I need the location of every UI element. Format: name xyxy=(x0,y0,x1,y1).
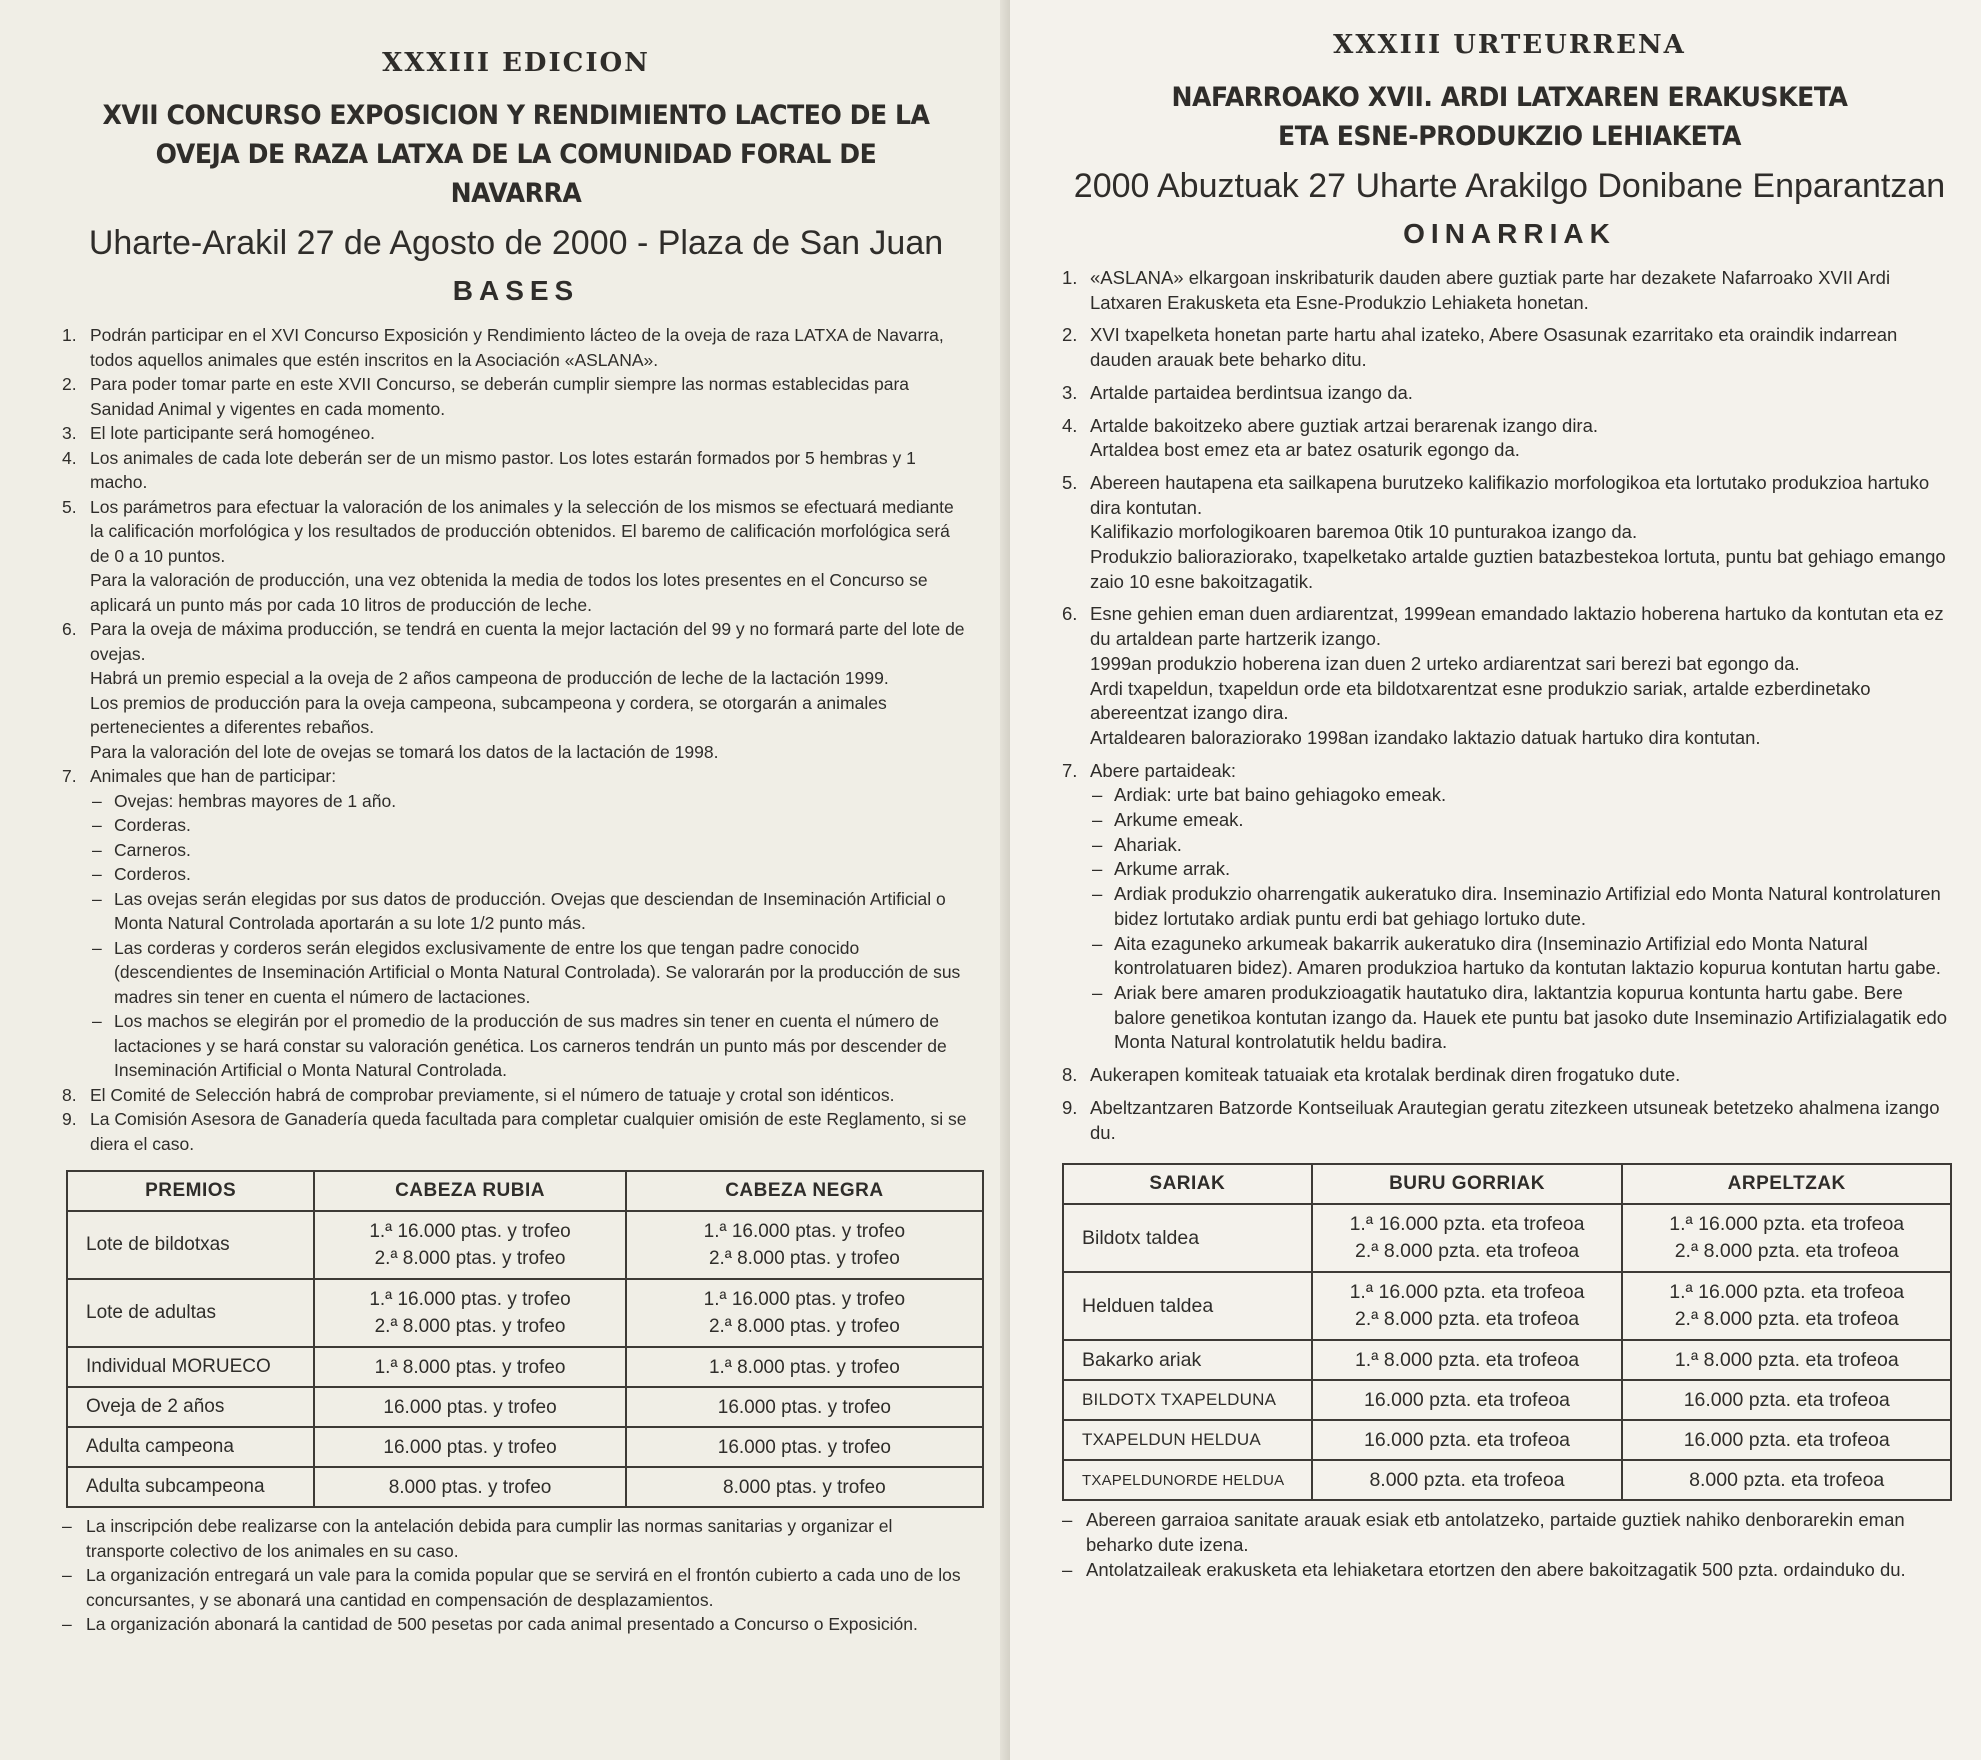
rules-list xyxy=(62,323,970,1156)
prize-line: 2.ª 8.000 ptas. y trofeo xyxy=(374,1248,566,1269)
rule-text: 1999an produkzio hoberena izan duen 2 urteko ardiarentzat sari berezi bat egongo da. xyxy=(1090,652,1800,674)
list-item: – Corderas. xyxy=(90,813,970,838)
table-row xyxy=(67,1279,983,1347)
list-item: – Ardiak: urte bat baino gehiagoko emeak. xyxy=(1090,783,1957,808)
prize-line: 2.ª 8.000 pzta. eta trofeoa xyxy=(1355,1308,1580,1331)
rule-number: 8. xyxy=(62,1084,77,1105)
note-item: – La organización entregará un vale para la comida popular que se servirá en el frontón cubierto a cada uno de los concursantes, y se abonará una cantidad en compensación de desplazamientos. xyxy=(62,1563,970,1612)
prize-line: 1.ª 16.000 ptas. y trofeo xyxy=(703,1289,906,1310)
table-cell: 16.000 pzta. eta trofeoa xyxy=(1312,1380,1623,1420)
rule-text: Habrá un premio especial a la oveja de 2 años campeona de producción de leche de la lactación 1999. xyxy=(90,668,889,688)
notes-list xyxy=(1062,1507,1957,1582)
rule-item xyxy=(1062,1063,1957,1088)
title-line: ETA ESNE-PRODUKZIO LEHIAKETA xyxy=(1278,121,1741,152)
rule-text: XVI txapelketa honetan parte hartu ahal izateko, Abere Osasunak ezarritako eta oraindik indarrean dauden arauak bete beharko ditu. xyxy=(1090,324,1898,371)
rule-text: Para la valoración del lote de ovejas se tomará los datos de la lactación de 1998. xyxy=(90,741,719,762)
animal-list xyxy=(90,789,970,1083)
row-label: Lote de bildotxas xyxy=(67,1211,314,1279)
prizes-table xyxy=(1062,1163,1952,1501)
rule-text: Abere partaideak: xyxy=(1090,759,1237,781)
page-title xyxy=(1093,78,1925,156)
table-row xyxy=(1063,1340,1951,1380)
rule-text: Para la oveja de máxima producción, se tendrá en cuenta la mejor lactación del 99 y no formará parte del lote de ovejas. xyxy=(90,619,965,664)
column-header: PREMIOS xyxy=(67,1171,314,1211)
prize-line: 1.ª 16.000 ptas. y trofeo xyxy=(703,1221,906,1242)
prize-line: 2.ª 8.000 ptas. y trofeo xyxy=(708,1248,900,1269)
rule-item xyxy=(62,421,970,446)
table-header-row xyxy=(1063,1164,1951,1204)
rule-number: 3. xyxy=(1062,381,1078,403)
event-date-location: Uharte-Arakil 27 de Agosto de 2000 - Plaza de San Juan xyxy=(88,224,944,262)
table-cell: 16.000 ptas. y trofeo xyxy=(314,1427,625,1467)
rule-number: 6. xyxy=(1062,603,1078,625)
prize-line: 1.ª 16.000 ptas. y trofeo xyxy=(369,1221,571,1242)
rule-text: Aukerapen komiteak tatuaiak eta krotalak berdinak diren frogatuko dute. xyxy=(1090,1064,1681,1086)
list-item: – Ahariak. xyxy=(1090,833,1957,858)
rule-item xyxy=(1062,414,1957,463)
row-label: Bildotx taldea xyxy=(1063,1204,1312,1272)
rule-text: Animales que han de participar: xyxy=(90,766,337,786)
table-cell: 8.000 pzta. eta trofeoa xyxy=(1312,1460,1623,1500)
rule-text: Produkzio balioraziorako, txapelketako artalde guztien batazbestekoa lortuta, puntu bat gehiago emango zaio 10 esne bakoitzagatik. xyxy=(1090,546,1946,592)
rule-number: 2. xyxy=(1062,324,1078,346)
rule-number: 1. xyxy=(62,325,77,345)
column-header: SARIAK xyxy=(1063,1164,1312,1204)
table-cell: 1.ª 8.000 ptas. y trofeo xyxy=(626,1347,983,1387)
table-cell xyxy=(1622,1204,1951,1272)
rule-text: Para poder tomar parte en este XVII Concurso, se deberán cumplir siempre las normas establecidas para Sanidad Animal y vigentes en cada momento. xyxy=(90,374,910,419)
list-item: – Ovejas: hembras mayores de 1 año. xyxy=(90,789,970,814)
rule-item xyxy=(62,372,970,421)
list-item: – Las ovejas serán elegidas por sus datos de producción. Ovejas que desciendan de Inseminación Artificial o Monta Natural Controlada aportarán a su lote 1/2 punto más. xyxy=(90,887,970,936)
rule-text: Abeltzantzaren Batzorde Kontseiluak Arautegian geratu zitezkeen utsuneak betetzeko ahalmena izango du. xyxy=(1090,1096,1940,1143)
table-cell: 16.000 pzta. eta trofeoa xyxy=(1622,1380,1951,1420)
table-row xyxy=(67,1387,983,1427)
event-date-location: 2000 Abuztuak 27 Uharte Arakilgo Donibane Enparantzan xyxy=(1073,167,1946,205)
rule-item xyxy=(1062,266,1957,315)
right-page-basque xyxy=(1010,0,1981,1760)
note-item: – La organización abonará la cantidad de 500 pesetas por cada animal presentado a Concurso o Exposición. xyxy=(62,1612,970,1637)
table-cell: 8.000 pzta. eta trofeoa xyxy=(1622,1460,1951,1500)
table-cell xyxy=(626,1211,983,1279)
row-label: Adulta subcampeona xyxy=(67,1467,314,1507)
rule-number: 7. xyxy=(1062,759,1078,781)
table-row xyxy=(1063,1380,1951,1420)
rule-number: 3. xyxy=(62,423,77,443)
rule-text: Los premios de producción para la oveja campeona, subcampeona y cordera, se otorgarán a animales pertenecientes a diferentes rebaños. xyxy=(90,692,887,737)
notes-list xyxy=(62,1514,970,1637)
rule-number: 1. xyxy=(1062,267,1078,288)
prize-line: 2.ª 8.000 ptas. y trofeo xyxy=(374,1316,566,1337)
list-item: – Aita ezaguneko arkumeak bakarrik aukeratuko dira (Inseminazio Artifizial edo Monta Natural kontrolatuaren bidez). Amaren produkzioa hartuko da kontutan laktazio kopurua kontutan hartu gabe. xyxy=(1090,932,1957,981)
rule-item xyxy=(1062,602,1957,750)
table-row xyxy=(67,1427,983,1467)
rule-number: 9. xyxy=(62,1109,77,1129)
prize-line: 2.ª 8.000 ptas. y trofeo xyxy=(708,1316,900,1337)
table-cell xyxy=(314,1279,625,1347)
prize-line: 2.ª 8.000 pzta. eta trofeoa xyxy=(1674,1308,1899,1331)
table-header-row xyxy=(67,1171,983,1211)
prize-line: 1.ª 16.000 ptas. y trofeo xyxy=(369,1289,571,1310)
table-row xyxy=(1063,1460,1951,1500)
note-item: – Antolatzaileak erakusketa eta lehiaketara etortzen den abere bakoitzagatik 500 pzta. ordainduko du. xyxy=(1062,1557,1957,1582)
list-item: – Corderos. xyxy=(90,862,970,887)
list-item: – Arkume emeak. xyxy=(1090,808,1957,833)
rule-item xyxy=(1062,323,1957,372)
table-row xyxy=(67,1347,983,1387)
table-cell: 1.ª 8.000 pzta. eta trofeoa xyxy=(1312,1340,1623,1380)
row-label: TXAPELDUNORDE HELDUA xyxy=(1063,1460,1312,1500)
table-cell: 1.ª 8.000 pzta. eta trofeoa xyxy=(1622,1340,1951,1380)
list-item: – Carneros. xyxy=(90,838,970,863)
animal-list xyxy=(1090,783,1957,1055)
table-cell: 16.000 ptas. y trofeo xyxy=(314,1387,625,1427)
table-cell: 8.000 ptas. y trofeo xyxy=(626,1467,983,1507)
title-line: OVEJA DE RAZA LATXA DE LA COMUNIDAD FORAL DE NAVARRA xyxy=(155,139,877,209)
prize-line: 1.ª 16.000 pzta. eta trofeoa xyxy=(1669,1281,1905,1304)
table-row xyxy=(1063,1420,1951,1460)
row-label: Lote de adultas xyxy=(67,1279,314,1347)
table-cell: 8.000 ptas. y trofeo xyxy=(314,1467,625,1507)
note-item: – Abereen garraioa sanitate arauak esiak etb antolatzeko, partaide guztiek nahiko denborarekin eman beharko dute izena. xyxy=(1062,1507,1957,1557)
row-label: Adulta campeona xyxy=(67,1427,314,1467)
column-header: CABEZA RUBIA xyxy=(314,1171,625,1211)
table-cell: 1.ª 8.000 ptas. y trofeo xyxy=(314,1347,625,1387)
list-item: – Las corderas y corderos serán elegidos exclusivamente de entre los que tengan padre conocido (descendientes de Inseminación Artificial o Monta Natural Controlada). Se valorarán por la producción de sus madres sin tener en cuenta el número de lactaciones. xyxy=(90,936,970,1010)
prizes-table xyxy=(66,1170,984,1508)
table-row xyxy=(67,1211,983,1279)
rule-text: El lote participante será homogéneo. xyxy=(90,423,376,443)
rule-number: 6. xyxy=(62,619,77,639)
rule-text: El Comité de Selección habrá de comprobar previamente, si el número de tatuaje y crotal son idénticos. xyxy=(90,1084,895,1105)
edition-heading: XXXIII EDICION xyxy=(382,48,650,78)
rule-text: Esne gehien eman duen ardiarentzat, 1999ean emandado laktazio hoberena hartuko da kontutan eta ez du artaldean parte hartzerik izango. xyxy=(1090,603,1944,650)
rule-text: Ardi txapeldun, txapeldun orde eta bildotxarentzat esne produkzio sariak, artalde ezberdinetako abereentzat izango dira. xyxy=(1090,677,1871,724)
table-cell: 16.000 pzta. eta trofeoa xyxy=(1312,1420,1623,1460)
table-cell xyxy=(626,1279,983,1347)
table-row xyxy=(1063,1272,1951,1340)
rule-item xyxy=(62,764,970,1083)
edition-heading: XXXIII URTEURRENA xyxy=(1333,30,1686,60)
rule-text: Para la valoración de producción, una vez obtenida la media de todos los lotes presentes en el Concurso se aplicará un punto más por cada 10 litros de producción de leche. xyxy=(90,570,928,615)
title-line: NAFARROAKO XVII. ARDI LATXAREN ERAKUSKETA xyxy=(1171,82,1848,113)
rule-number: 4. xyxy=(62,447,77,468)
table-cell: 16.000 ptas. y trofeo xyxy=(626,1427,983,1467)
prize-line: 1.ª 16.000 pzta. eta trofeoa xyxy=(1669,1213,1905,1236)
rule-number: 5. xyxy=(62,496,77,517)
prize-line: 2.ª 8.000 pzta. eta trofeoa xyxy=(1355,1240,1580,1263)
section-heading: OINARRIAK xyxy=(1403,218,1616,249)
table-cell xyxy=(314,1211,625,1279)
rule-item xyxy=(62,446,970,495)
rule-number: 7. xyxy=(62,766,77,786)
rule-text: Artalde bakoitzeko abere guztiak artzai berarenak izango dira. xyxy=(1090,414,1599,436)
row-label: TXAPELDUN HELDUA xyxy=(1063,1420,1312,1460)
table-cell xyxy=(1312,1204,1623,1272)
rule-text: Los parámetros para efectuar la valoración de los animales y la selección de los mismos se efectuará mediante la calificación morfológica y los resultados de producción obtenidos. El baremo de calificación morfológica será de 0 a 10 puntos. xyxy=(90,496,954,566)
rule-text: La Comisión Asesora de Ganadería queda facultada para completar cualquier omisión de este Reglamento, si se diera el caso. xyxy=(90,1109,967,1154)
row-label: Oveja de 2 años xyxy=(67,1387,314,1427)
prize-line: 2.ª 8.000 pzta. eta trofeoa xyxy=(1674,1240,1899,1263)
row-label: BILDOTX TXAPELDUNA xyxy=(1063,1380,1312,1420)
rule-text: Podrán participar en el XVI Concurso Exposición y Rendimiento lácteo de la oveja de raza LATXA de Navarra, todos aquellos animales que estén inscritos en la Asociación «ASLANA». xyxy=(90,325,944,370)
list-item: – Los machos se elegirán por el promedio de la producción de sus madres sin tener en cuenta el número de lactaciones y se hará constar su valoración genética. Los carneros tendrán un punto más por descender de Inseminación Artificial o Monta Natural Controlada. xyxy=(90,1009,970,1083)
prize-line: 1.ª 16.000 pzta. eta trofeoa xyxy=(1349,1213,1585,1236)
title-line: XVII CONCURSO EXPOSICION Y RENDIMIENTO LACTEO DE LA xyxy=(102,100,930,131)
column-header: BURU GORRIAK xyxy=(1312,1164,1623,1204)
section-heading: BASES xyxy=(452,275,580,306)
rule-text: Kalifikazio morfologikoaren baremoa 0tik 10 punturakoa izango da. xyxy=(1090,521,1638,543)
table-cell: 16.000 pzta. eta trofeoa xyxy=(1622,1420,1951,1460)
table-cell: 16.000 ptas. y trofeo xyxy=(626,1387,983,1427)
rule-item xyxy=(62,323,970,372)
rule-text: Artaldearen baloraziorako 1998an izandako laktazio datuak hartuko dira kontutan. xyxy=(1090,726,1761,748)
rule-text: Los animales de cada lote deberán ser de un mismo pastor. Los lotes estarán formados por 5 hembras y 1 macho. xyxy=(90,447,916,492)
rule-item xyxy=(1062,381,1957,406)
row-label: Individual MORUECO xyxy=(67,1347,314,1387)
rule-number: 2. xyxy=(62,374,77,394)
column-header: ARPELTZAK xyxy=(1622,1164,1951,1204)
rule-item xyxy=(1062,471,1957,595)
table-row xyxy=(1063,1204,1951,1272)
table-cell xyxy=(1312,1272,1623,1340)
rule-text: «ASLANA» elkargoan inskribaturik dauden abere guztiak parte har dezakete Nafarroako XVII Ardi Latxaren Erakusketa eta Esne-Produkzio Lehiaketa honetan. xyxy=(1090,267,1891,313)
list-item: – Arkume arrak. xyxy=(1090,857,1957,882)
note-item: – La inscripción debe realizarse con la antelación debida para cumplir las normas sanitarias y organizar el transporte colectivo de los animales en su caso. xyxy=(62,1514,970,1563)
rule-number: 5. xyxy=(1062,471,1078,493)
rule-item xyxy=(1062,759,1957,1055)
rules-list xyxy=(1062,266,1957,1145)
rule-text: Abereen hautapena eta sailkapena burutzeko kalifikazio morfologikoa eta lortutako produkzioa hartuko dira kontutan. xyxy=(1090,471,1930,518)
rule-text: Artaldea bost emez eta ar batez osaturik egongo da. xyxy=(1090,439,1520,461)
rule-text: Artalde partaidea berdintsua izango da. xyxy=(1090,381,1413,403)
rule-item xyxy=(1062,1096,1957,1145)
rule-number: 8. xyxy=(1062,1064,1078,1086)
row-label: Bakarko ariak xyxy=(1063,1340,1312,1380)
prize-line: 1.ª 16.000 pzta. eta trofeoa xyxy=(1349,1281,1585,1304)
rule-number: 4. xyxy=(1062,414,1078,436)
rule-number: 9. xyxy=(1062,1096,1078,1118)
rule-item xyxy=(62,1083,970,1108)
table-row xyxy=(67,1467,983,1507)
rule-item xyxy=(62,1107,970,1156)
rule-item xyxy=(62,495,970,618)
rule-item xyxy=(62,617,970,764)
row-label: Helduen taldea xyxy=(1063,1272,1312,1340)
list-item: – Ardiak produkzio oharrengatik aukeratuko dira. Inseminazio Artifizial edo Monta Natural kontrolaturen bidez lortutako ardiak puntu erdi bat gehiago lortuko dute. xyxy=(1090,882,1957,931)
column-header: CABEZA NEGRA xyxy=(626,1171,983,1211)
page-title xyxy=(94,96,938,213)
list-item: – Ariak bere amaren produkzioagatik hautatuko dira, laktantzia kopurua kontunta hartu gabe. Bere balore genetikoa kontutan izango da. Hauek ete puntu bat jasoko dute Inseminazio Artifizialagatik edo Monta Natural kontrolatutik heldu badira. xyxy=(1090,981,1957,1055)
table-cell xyxy=(1622,1272,1951,1340)
